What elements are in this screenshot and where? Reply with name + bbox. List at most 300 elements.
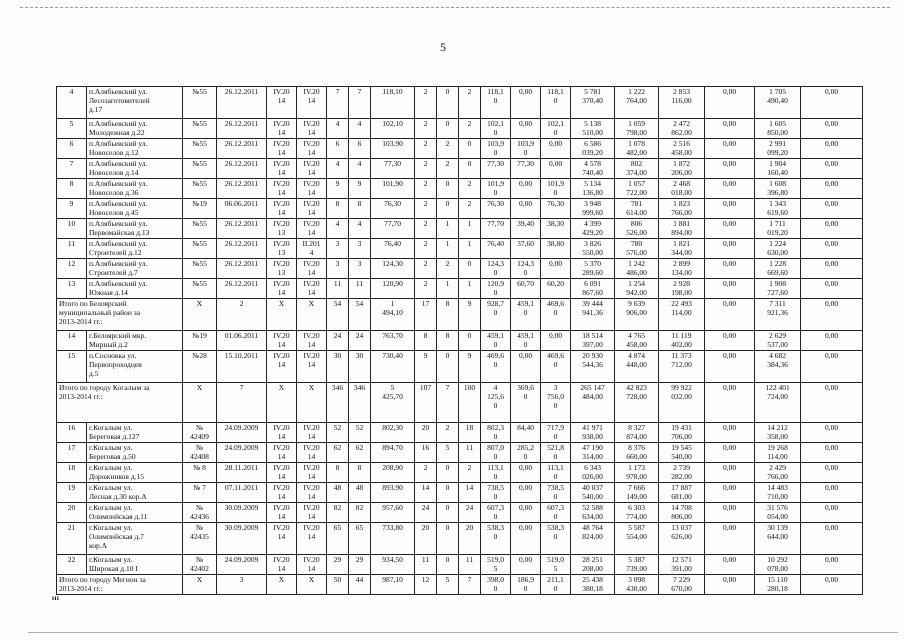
table-cell: 0,00: [801, 575, 863, 595]
table-cell: 5 134 136,80: [571, 179, 615, 199]
table-cell: IV.20 14: [267, 87, 297, 119]
table-cell: п.Алябьевский ул. Новоселов д.14: [87, 159, 183, 179]
table-cell: 8: [57, 179, 87, 199]
table-cell: 48 764 824,00: [571, 523, 615, 555]
table-cell: 285,2 0: [511, 443, 541, 463]
table-cell: 4: [57, 87, 87, 119]
table-cell: 9: [327, 179, 349, 199]
table-cell: 4: [349, 219, 371, 239]
table-cell: 4 874 448,00: [615, 351, 659, 383]
table-cell: 60,20: [541, 279, 571, 299]
table-cell: IV.20 14: [267, 443, 297, 463]
table-cell: 9: [349, 179, 371, 199]
table-cell: 0,00: [801, 259, 863, 279]
table-cell: 0,00: [801, 87, 863, 119]
table-cell: 1 494,10: [371, 299, 415, 331]
table-cell: 20: [415, 423, 437, 443]
table-cell: 8: [437, 299, 459, 331]
table-cell: 48: [327, 483, 349, 503]
table-cell: № 42435: [183, 523, 217, 555]
table-cell: 16: [57, 423, 87, 443]
table-cell: 30.09.2009: [217, 503, 267, 523]
total-label-cell: Итого по городу Мегион за 2013-2014 гг.:: [57, 575, 183, 595]
table-cell: 0: [437, 463, 459, 483]
table-cell: 0,00: [801, 219, 863, 239]
table-cell: 0: [437, 351, 459, 383]
table-cell: 2 429 766,00: [755, 463, 801, 483]
table-cell: 369,6 0: [511, 383, 541, 423]
table-cell: 780 576,00: [615, 239, 659, 259]
table-cell: 894,70: [371, 443, 415, 463]
table-cell: №19: [183, 331, 217, 351]
table-cell: 20: [57, 503, 87, 523]
table-cell: 122 401 724,00: [755, 383, 801, 423]
table-cell: 11 373 712,00: [659, 351, 705, 383]
table-cell: 62: [327, 443, 349, 463]
bottom-scan-rule: [28, 632, 898, 633]
table-cell: 2 516 458,00: [659, 139, 705, 159]
table-cell: IV.20 14: [267, 199, 297, 219]
table-cell: 7: [327, 87, 349, 119]
table-cell: 113,1 0: [481, 463, 511, 483]
table-cell: 733,80: [371, 523, 415, 555]
table-cell: 2: [437, 139, 459, 159]
table-cell: 2: [459, 119, 481, 139]
table-cell: 0: [437, 87, 459, 119]
table-cell: 4 578 740,40: [571, 159, 615, 179]
table-cell: 0: [437, 119, 459, 139]
table-cell: 0,00: [511, 555, 541, 575]
table-cell: 9: [459, 351, 481, 383]
table-cell: IV.20 14: [267, 351, 297, 383]
table-cell: 2 739 282,00: [659, 463, 705, 483]
table-row: [57, 443, 863, 463]
table-cell: 48: [349, 483, 371, 503]
table-cell: X: [267, 383, 297, 423]
table-cell: 0,00: [705, 351, 755, 383]
table-cell: 29: [349, 555, 371, 575]
table-cell: 8 327 874,00: [615, 423, 659, 443]
table-cell: 7 666 149,00: [615, 483, 659, 503]
table-cell: 52 588 634,00: [571, 503, 615, 523]
table-cell: 0,00: [801, 443, 863, 463]
table-cell: 2 472 862,00: [659, 119, 705, 139]
table-cell: IV.20 14: [297, 87, 327, 119]
table-cell: 76,40: [481, 239, 511, 259]
table-cell: 6 091 867,60: [571, 279, 615, 299]
table-cell: 0,00: [511, 463, 541, 483]
table-cell: 14: [415, 483, 437, 503]
table-cell: 39,40: [511, 219, 541, 239]
table-cell: 469,6 0: [481, 351, 511, 383]
table-cell: 802,3 0: [481, 423, 511, 443]
table-cell: 0,00: [801, 179, 863, 199]
table-cell: 2: [217, 299, 267, 331]
table-cell: №55: [183, 259, 217, 279]
table-cell: 2 853 116,00: [659, 87, 705, 119]
table-cell: 5: [437, 443, 459, 463]
table-cell: 14 212 358,00: [755, 423, 801, 443]
table-cell: 77,30: [511, 159, 541, 179]
table-row: [57, 159, 863, 179]
table-cell: 5 370 289,60: [571, 259, 615, 279]
table-cell: №19: [183, 199, 217, 219]
table-cell: №55: [183, 139, 217, 159]
table-cell: 14 483 710,00: [755, 483, 801, 503]
table-cell: 0,00: [705, 443, 755, 463]
table-cell: 17 887 681,00: [659, 483, 705, 503]
table-cell: 6: [327, 139, 349, 159]
table-row: [57, 503, 863, 523]
table-cell: 82: [327, 503, 349, 523]
table-cell: 26.12.2011: [217, 239, 267, 259]
table-cell: 06.06.2011: [217, 199, 267, 219]
table-cell: 3 756,0 0: [541, 383, 571, 423]
table-cell: 1 057 722,00: [615, 179, 659, 199]
table-cell: 76,40: [371, 239, 415, 259]
table-cell: 8: [327, 199, 349, 219]
table-cell: № 42409: [183, 423, 217, 443]
table-cell: 0,00: [511, 119, 541, 139]
table-row: [57, 199, 863, 219]
table-cell: 5: [57, 119, 87, 139]
table-cell: 3 948 999,60: [571, 199, 615, 219]
table-cell: п.Алябьевский ул. Лесозаготовителей д.17: [87, 87, 183, 119]
table-cell: 24: [327, 331, 349, 351]
table-cell: №55: [183, 179, 217, 199]
table-cell: 6 303 774,00: [615, 503, 659, 523]
table-cell: 0,00: [801, 555, 863, 575]
table-cell: 0,00: [705, 423, 755, 443]
table-cell: 1: [459, 279, 481, 299]
table-cell: 15.10.2011: [217, 351, 267, 383]
table-cell: 76,30: [541, 199, 571, 219]
table-cell: 265 147 484,00: [571, 383, 615, 423]
table-cell: 0,00: [541, 259, 571, 279]
table-cell: 459,1 0: [511, 299, 541, 331]
table-cell: 100: [459, 383, 481, 423]
table-cell: 1 881 894,00: [659, 219, 705, 239]
table-cell: 102,10: [371, 119, 415, 139]
table-cell: 11: [459, 443, 481, 463]
table-cell: 4 399 429,20: [571, 219, 615, 239]
table-cell: 211,1 0: [541, 575, 571, 595]
table-cell: 9: [57, 199, 87, 219]
table-cell: 4 125,6 0: [481, 383, 511, 423]
table-total-row: [57, 383, 863, 423]
table-cell: 99 922 032,00: [659, 383, 705, 423]
table-cell: № 42436: [183, 503, 217, 523]
table-cell: 1 059 798,00: [615, 119, 659, 139]
table-cell: 12: [57, 259, 87, 279]
table-cell: 19 431 706,00: [659, 423, 705, 443]
table-cell: г.Когалым ул. Дорожников д.15: [87, 463, 183, 483]
table-row: [57, 463, 863, 483]
table-cell: 124,3 0: [511, 259, 541, 279]
table-cell: 30: [327, 351, 349, 383]
table-cell: 2: [415, 87, 437, 119]
table-cell: 1 173 978,00: [615, 463, 659, 483]
table-cell: 44: [349, 575, 371, 595]
table-cell: 0,00: [705, 219, 755, 239]
table-cell: IV.20 14: [297, 179, 327, 199]
table-cell: 0,00: [511, 351, 541, 383]
table-cell: II.201 4: [297, 239, 327, 259]
table-cell: 24.09.2009: [217, 555, 267, 575]
table-cell: X: [297, 575, 327, 595]
table-cell: 1: [437, 239, 459, 259]
table-cell: 0: [437, 523, 459, 555]
table-cell: 806 526,00: [615, 219, 659, 239]
table-cell: X: [183, 383, 217, 423]
table-cell: 24: [415, 503, 437, 523]
table-cell: 2: [415, 179, 437, 199]
table-cell: №55: [183, 279, 217, 299]
table-cell: 47 190 314,00: [571, 443, 615, 463]
table-cell: IV.20 14: [267, 139, 297, 159]
table-cell: 0,00: [705, 87, 755, 119]
table-row: [57, 523, 863, 555]
table-cell: IV.20 14: [297, 139, 327, 159]
table-cell: 76,30: [371, 199, 415, 219]
table-cell: 8: [327, 463, 349, 483]
table-cell: 39 444 941,36: [571, 299, 615, 331]
top-scan-rule: [20, 7, 890, 8]
table-cell: IV.20 14: [297, 523, 327, 555]
table-cell: 4: [349, 119, 371, 139]
table-cell: 14: [459, 483, 481, 503]
table-cell: 41 971 938,00: [571, 423, 615, 443]
table-cell: 28 251 208,00: [571, 555, 615, 575]
table-cell: 802 374,00: [615, 159, 659, 179]
table-cell: 1 343 619,60: [755, 199, 801, 219]
table-cell: 0,00: [705, 555, 755, 575]
table-cell: 9 639 906,00: [615, 299, 659, 331]
table-cell: X: [267, 575, 297, 595]
table-cell: 6 586 039,20: [571, 139, 615, 159]
table-cell: 103,90: [371, 139, 415, 159]
table-cell: 107: [415, 383, 437, 423]
table-cell: 11: [57, 239, 87, 259]
table-cell: №55: [183, 239, 217, 259]
table-cell: IV.20 14: [267, 463, 297, 483]
table-row: [57, 219, 863, 239]
table-cell: 1 908 727,60: [755, 279, 801, 299]
table-cell: 26.12.2011: [217, 87, 267, 119]
table-cell: 101,9 0: [541, 179, 571, 199]
table-cell: 1 222 764,00: [615, 87, 659, 119]
table-cell: 0: [459, 259, 481, 279]
table-cell: 0,00: [801, 383, 863, 423]
table-cell: 38,30: [541, 219, 571, 239]
table-cell: IV.20 14: [297, 279, 327, 299]
table-cell: 781 614,00: [615, 199, 659, 219]
table-cell: 2: [415, 259, 437, 279]
table-cell: 2: [415, 279, 437, 299]
table-cell: 934,50: [371, 555, 415, 575]
table-cell: 2: [415, 159, 437, 179]
table-cell: 07.11.2011: [217, 483, 267, 503]
table-cell: 0,00: [511, 199, 541, 219]
table-cell: 5 587 554,00: [615, 523, 659, 555]
table-cell: X: [183, 575, 217, 595]
table-cell: 0: [437, 503, 459, 523]
table-cell: п.Алябьевский ул. Молодежная д.22: [87, 119, 183, 139]
table-cell: 469,6 0: [541, 299, 571, 331]
table-cell: 987,10: [371, 575, 415, 595]
table-cell: 0,00: [705, 259, 755, 279]
table-cell: 120,90: [371, 279, 415, 299]
housing-register-table: [56, 86, 863, 595]
table-cell: IV.20 14: [267, 555, 297, 575]
table-cell: 30 139 644,00: [755, 523, 801, 555]
table-cell: 13 037 626,00: [659, 523, 705, 555]
table-cell: 0,00: [705, 523, 755, 555]
table-cell: 113,1 0: [541, 463, 571, 483]
table-cell: 118,10: [371, 87, 415, 119]
table-cell: 0,00: [801, 299, 863, 331]
table-cell: 0,00: [511, 179, 541, 199]
table-cell: 11: [459, 555, 481, 575]
table-cell: 24.09.2009: [217, 423, 267, 443]
table-cell: 2: [459, 179, 481, 199]
table-cell: 0,00: [705, 279, 755, 299]
table-cell: 2 991 099,20: [755, 139, 801, 159]
table-cell: 7: [459, 575, 481, 595]
table-cell: 8: [349, 199, 371, 219]
table-cell: 118,1 0: [541, 87, 571, 119]
table-cell: 2: [415, 199, 437, 219]
table-cell: 346: [327, 383, 349, 423]
table-cell: 16: [415, 443, 437, 463]
table-cell: 459,1 0: [511, 331, 541, 351]
table-cell: 0,00: [801, 119, 863, 139]
table-cell: 538,3 0: [541, 523, 571, 555]
table-cell: 2 468 018,00: [659, 179, 705, 199]
table-cell: IV.20 14: [297, 331, 327, 351]
table-cell: 1 605 850,00: [755, 119, 801, 139]
table-cell: 5 425,70: [371, 383, 415, 423]
table-cell: 3: [349, 239, 371, 259]
table-cell: 0,00: [801, 351, 863, 383]
table-cell: IV.20 14: [297, 443, 327, 463]
table-cell: 19: [57, 483, 87, 503]
table-row: [57, 279, 863, 299]
table-cell: 3: [327, 259, 349, 279]
table-cell: 29: [327, 555, 349, 575]
table-cell: №55: [183, 119, 217, 139]
table-cell: 1 242 486,00: [615, 259, 659, 279]
table-cell: 3 826 550,00: [571, 239, 615, 259]
table-cell: 0,00: [511, 523, 541, 555]
table-row: [57, 139, 863, 159]
table-row: [57, 119, 863, 139]
table-cell: 38,80: [541, 239, 571, 259]
table-cell: IV.20 13: [267, 239, 297, 259]
table-row: [57, 351, 863, 383]
table-cell: 2: [415, 119, 437, 139]
table-cell: г.Когалым ул. Лесная д.30 кор.А: [87, 483, 183, 503]
table-cell: 65: [327, 523, 349, 555]
table-cell: № 7: [183, 483, 217, 503]
table-cell: 459,1 0: [481, 331, 511, 351]
table-cell: 18 514 397,00: [571, 331, 615, 351]
table-cell: 763,70: [371, 331, 415, 351]
table-cell: 50: [327, 575, 349, 595]
table-cell: 2: [437, 259, 459, 279]
table-cell: 11: [327, 279, 349, 299]
table-cell: 7 311 921,36: [755, 299, 801, 331]
table-cell: 54: [349, 299, 371, 331]
table-cell: 1 254 942,00: [615, 279, 659, 299]
total-label-cell: Итого по городу Когалым за 2013-2014 гг.:: [57, 383, 183, 423]
table-cell: 42 823 728,00: [615, 383, 659, 423]
table-cell: 1: [459, 239, 481, 259]
table-cell: X: [297, 299, 327, 331]
table-cell: 10 292 078,00: [755, 555, 801, 575]
table-cell: 0: [437, 199, 459, 219]
table-cell: 102,1 0: [481, 119, 511, 139]
table-cell: 1 823 766,00: [659, 199, 705, 219]
table-cell: 0,00: [801, 483, 863, 503]
table-cell: 802,30: [371, 423, 415, 443]
table-cell: 738,5 0: [541, 483, 571, 503]
table-cell: 0: [437, 483, 459, 503]
footer-mark: ııı: [52, 594, 60, 602]
table-cell: 118,1 0: [481, 87, 511, 119]
table-cell: 2: [415, 219, 437, 239]
table-cell: 2: [459, 87, 481, 119]
table-cell: 8: [437, 331, 459, 351]
table-cell: IV.20 13: [267, 219, 297, 239]
table-cell: 0,00: [541, 331, 571, 351]
table-cell: 14 708 806,00: [659, 503, 705, 523]
table-cell: 0,00: [801, 423, 863, 443]
table-cell: 519,0 5: [481, 555, 511, 575]
table-cell: 20: [415, 523, 437, 555]
table-cell: 928,7 0: [481, 299, 511, 331]
page-number: 5: [440, 40, 446, 54]
table-cell: 1 224 630,00: [755, 239, 801, 259]
table-cell: г.Белоярский мкр. Мирный д.2: [87, 331, 183, 351]
table-cell: 0,00: [801, 239, 863, 259]
table-cell: 3: [217, 575, 267, 595]
table-cell: 8: [349, 463, 371, 483]
table-cell: 20 930 544,36: [571, 351, 615, 383]
table-cell: 0: [437, 179, 459, 199]
table-cell: 1 078 482,00: [615, 139, 659, 159]
table-cell: 26.12.2011: [217, 159, 267, 179]
table-cell: 8: [415, 331, 437, 351]
table-cell: IV.20 14: [267, 279, 297, 299]
table-cell: №28: [183, 351, 217, 383]
table-cell: п.Алябьевский ул. Строителей д.7: [87, 259, 183, 279]
table-cell: 77,30: [371, 159, 415, 179]
table-cell: № 42402: [183, 555, 217, 575]
table-cell: 6: [57, 139, 87, 159]
table-cell: 0,00: [801, 279, 863, 299]
table-cell: 957,60: [371, 503, 415, 523]
table-cell: 52: [327, 423, 349, 443]
table-cell: 9: [459, 299, 481, 331]
table-cell: 13: [57, 279, 87, 299]
table-cell: 186,9 0: [511, 575, 541, 595]
table-cell: 521,8 0: [541, 443, 571, 463]
table-cell: 15: [57, 351, 87, 383]
table-cell: 76,30: [481, 199, 511, 219]
table-cell: 0,00: [511, 503, 541, 523]
table-cell: 607,3 0: [541, 503, 571, 523]
